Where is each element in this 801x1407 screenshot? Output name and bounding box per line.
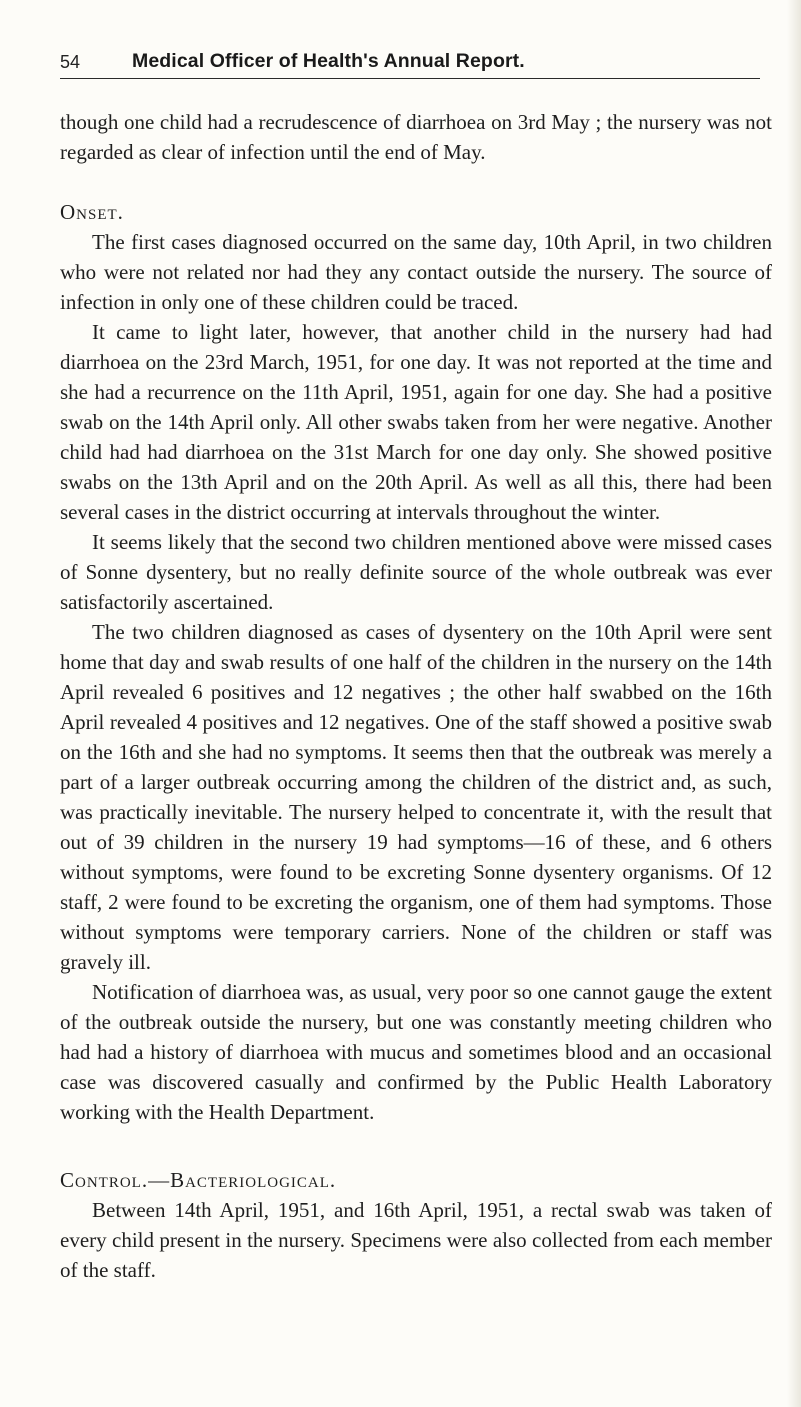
page-number: 54 [60,52,81,72]
page-edge-shadow [787,0,801,1407]
spacer [60,1127,772,1165]
onset-paragraph: Notification of diarrhoea was, as usual, very poor so one cannot gauge the extent of the outbreak outside the nursery, but one was constantly meeting children who had had a history of diarrhoea with mucus and sometimes blood and an occasional case was discovered casually and confirmed by the Public Health Laboratory working with the Health Department. [60,980,772,1124]
spacer [60,167,772,197]
onset-paragraph: It came to light later, however, that another child in the nursery had had diarrhoea on the 23rd March, 1951, for one day. It was not reported at the time and she had a recurrence on the 11th April, 1951, again for one day. She had a positive swab on the 14th April only. All other swabs taken from her were negative. Another child had had diarrhoea on the 31st March for one day only. She showed positive swabs on the 13th April and on the 20th April. As well as all this, there had been several cases in the district occurring at intervals throughout the winter. [60,320,772,524]
section-heading-control: Control.—Bacteriological. [60,1168,337,1192]
onset-paragraph: The two children diagnosed as cases of dysentery on the 10th April were sent home that day and swab results of one half of the children in the nursery on the 14th April revealed 6 positives and 12 negatives ; the other half swabbed on the 16th April revealed 4 positives and 12 negatives. One of the staff showed a positive swab on the 16th and she had no symptoms. It seems then that the outbreak was merely a part of a larger outbreak occurring among the children of the district and, as such, was practically inevitable. The nursery helped to concentrate it, with the result that out of 39 children in the nursery 19 had symptoms—16 of these, and 6 others without symptoms, were found to be excreting Sonne dysentery organisms. Of 12 staff, 2 were found to be excreting the organism, one of them had symptoms. Those without symptoms were temporary carriers. None of the children or staff was gravely ill. [60,620,772,974]
onset-paragraph: It seems likely that the second two children mentioned above were missed cases of Sonne dysentery, but no really definite source of the whole outbreak was ever satisfactorily ascertained. [60,530,772,614]
control-paragraph: Between 14th April, 1951, and 16th April, 1951, a rectal swab was taken of every child present in the nursery. Specimens were also collected from each member of the staff. [60,1198,772,1282]
page-header [60,52,760,79]
section-heading-onset: Onset. [60,200,124,224]
onset-paragraph: The first cases diagnosed occurred on the same day, 10th April, in two children who were not related nor had they any contact outside the nursery. The source of infection in only one of these children could be traced. [60,230,772,314]
opening-paragraph: though one child had a recrudescence of diarrhoea on 3rd May ; the nursery was not regarded as clear of infection until the end of May. [60,110,772,164]
running-title: Medical Officer of Health's Annual Report. [132,50,525,72]
page-body [60,107,772,1285]
